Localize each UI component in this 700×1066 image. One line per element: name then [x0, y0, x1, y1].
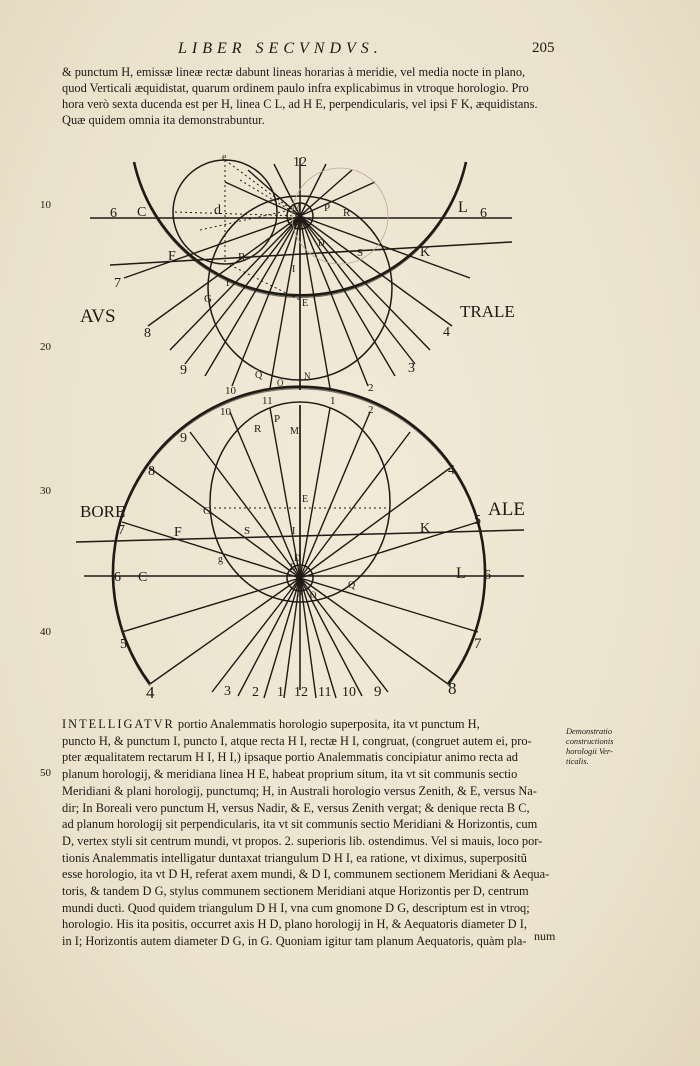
- upper-letter-E: E: [302, 298, 309, 309]
- body-line: D, vertex styli sit centrum mundi, vt propos. 2. superioris lib. ostendimus. Vel si mauis, loco por-: [62, 833, 543, 848]
- upper-letter-O: O: [277, 378, 284, 388]
- lower-hour-4-bottom: 4: [146, 683, 155, 702]
- lower-hour-2: 2: [368, 404, 374, 416]
- body-line: mundi ducti. Quod quidem triangulum D H I, vna cum gnomone D G, descriptum est in vtroq;: [62, 900, 530, 915]
- upper-hour-6-right: 6: [480, 206, 487, 221]
- lower-letter-D: D: [294, 553, 301, 563]
- upper-letter-H: H: [294, 220, 301, 230]
- upper-letter-R: R: [343, 207, 351, 219]
- lower-hour-10-bottom: 10: [342, 685, 356, 700]
- lower-labels: [80, 404, 525, 702]
- lower-letter-E: E: [302, 494, 309, 505]
- lower-letter-M: M: [290, 426, 299, 437]
- note-line: constructionis: [566, 737, 614, 746]
- upper-letter-F: F: [168, 249, 176, 264]
- upper-letter-P: P: [324, 202, 331, 214]
- label-ale: ALE: [488, 499, 525, 520]
- label-bore: BORE: [80, 502, 126, 521]
- body-line: pter æqualitatem rectarum H I, H I,) ipsaque portio Analemmatis concipiatur animo recta ad: [62, 750, 518, 765]
- catchword: num: [534, 929, 556, 943]
- intro-paragraph: [62, 64, 562, 128]
- lead-word: INTELLIGATVR: [62, 717, 175, 731]
- lower-letter-P: P: [274, 413, 281, 425]
- lower-hour-6-right: 6: [484, 568, 491, 583]
- lower-hour-4: 4: [448, 463, 455, 478]
- page-number: 205: [532, 40, 555, 56]
- intro-line: & punctum H, emissæ lineæ rectæ dabunt lineas horarias à meridie, vel media nocte in plano,: [62, 65, 526, 79]
- lower-hour-9: 9: [180, 431, 187, 446]
- lower-hour-9-bottom: 9: [374, 684, 382, 700]
- lower-letter-C: C: [138, 570, 148, 585]
- upper-letter-K: K: [420, 245, 431, 260]
- lower-hour-7-right: 7: [474, 636, 482, 652]
- upper-hour-2: 2: [368, 382, 374, 394]
- upper-hour-3: 3: [408, 361, 415, 376]
- lower-hour-10: 10: [220, 406, 231, 418]
- upper-letter-N: N: [304, 371, 311, 381]
- body-line: dir; In Boreali vero punctum H, versus Nadir, & E, versus Zenith vergat; & denique recta B C,: [62, 800, 530, 815]
- lower-hour-8-bottom: 8: [448, 679, 457, 698]
- lower-letter-O: O: [310, 590, 317, 600]
- body-line: ad planum horologij sit perpendicularis, ita vt sit communis sectio Meridiani & Horizontis, cum: [62, 817, 538, 832]
- body-line: horologio. His ita positis, occurret axis H D, plano horologij in H, & Aequatoris diameter D I,: [62, 917, 527, 932]
- body-line: puncto H, & punctum I, puncto I, atque recta H I, rectæ H I, congruat, (congruet autem ei, pro-: [62, 733, 532, 748]
- upper-letter-M: M: [292, 203, 301, 214]
- upper-hour-6-left: 6: [110, 206, 117, 221]
- sundial-diagram: [0, 150, 700, 710]
- intro-line: quod Verticali æquidistat, quarum ordinem paulo infra explicabimus in vtroque horologio. Pro: [62, 81, 529, 95]
- note-line: Demonstratio: [566, 727, 613, 736]
- upper-hour-11: 11: [262, 395, 273, 407]
- lower-letter-Q: Q: [348, 580, 356, 591]
- upper-hour-10: 10: [225, 385, 236, 397]
- upper-hour-9: 9: [180, 363, 187, 378]
- lower-hour-1-bottom: 1: [277, 685, 284, 700]
- body-line: in I; Horizontis autem diameter D G, in G. Quoniam igitur tam planum Aequatoris, quàm pla-: [62, 934, 527, 949]
- margin-line-number: 20: [40, 341, 51, 353]
- upper-hour-7: 7: [114, 276, 121, 291]
- lower-hour-11: 11: [318, 685, 332, 700]
- margin-line-number: 10: [40, 199, 51, 211]
- margin-line-number: 50: [40, 767, 51, 779]
- lower-letter-R: R: [254, 423, 262, 435]
- marginal-note: [566, 727, 642, 767]
- margin-line-number: 40: [40, 626, 51, 638]
- lower-hour-5-left: 5: [120, 637, 127, 652]
- upper-letter-R2: R: [238, 251, 246, 263]
- upper-sundial-australe: [90, 158, 512, 390]
- note-line: ticalis.: [566, 757, 589, 766]
- upper-hour-12: 12: [293, 155, 307, 170]
- note-line: horologii Ver-: [566, 747, 613, 756]
- upper-letter-C: C: [137, 205, 147, 220]
- body-line: toris, & tandem D G, stylus communem sectionem Meridiani atque Horizontis per D, centrum: [62, 884, 529, 899]
- lower-hour-8: 8: [148, 464, 155, 479]
- upper-letter-I: I: [292, 264, 296, 275]
- upper-letter-S: S: [357, 247, 364, 259]
- upper-letter-G: G: [204, 293, 212, 305]
- upper-letter-top: e: [222, 152, 227, 163]
- lower-letter-H: H: [295, 573, 302, 583]
- upper-hour-1: 1: [330, 395, 336, 407]
- intro-line: Quæ quidem omnia ita demonstrabuntur.: [62, 113, 265, 127]
- lower-letter-L: L: [456, 565, 466, 582]
- upper-hour-4: 4: [443, 325, 450, 340]
- lower-hour-2-bottom: 2: [252, 685, 259, 700]
- upper-letter-d: d: [214, 203, 221, 218]
- lower-letter-B: B: [290, 562, 297, 572]
- upper-hour-rays: [124, 164, 470, 390]
- body-line: [62, 716, 562, 733]
- lower-hour-12: 12: [294, 685, 308, 700]
- lower-hour-3: 3: [224, 684, 231, 699]
- body-line: planum horologij, & meridiana linea H E, habeat proprium situm, ita vt sit communis sectio: [62, 767, 518, 782]
- lower-sundial-boreale: [76, 387, 524, 698]
- upper-labels: [80, 152, 515, 407]
- lower-hour-5-right: 5: [474, 513, 481, 528]
- upper-letter-D: D: [318, 238, 325, 248]
- body-line: esse horologio, ita vt D H, referat axem mundi, & D I, communem sectionem Meridiani & Aequa-: [62, 867, 550, 882]
- first-line-rest: portio Analemmatis horologio superposita, ita vt punctum H,: [174, 717, 480, 731]
- main-paragraph: [62, 716, 562, 950]
- lower-letter-G: G: [203, 505, 211, 517]
- lower-letter-N: N: [297, 588, 304, 598]
- label-aus: AVS: [80, 306, 116, 327]
- margin-line-number: 30: [40, 485, 51, 497]
- lower-letter-S: S: [244, 525, 251, 537]
- upper-hour-8: 8: [144, 326, 151, 341]
- intro-line: hora verò sexta ducenda est per H, linea C L, ad H E, perpendicularis, vel ipsi F K, æquidistans.: [62, 97, 538, 111]
- running-title: LIBER SECVNDVS.: [178, 40, 383, 57]
- upper-letter-L: L: [458, 199, 468, 216]
- lower-letter-K: K: [420, 521, 431, 536]
- body-line: tionis Analemmatis intelligatur duntaxat triangulum D H I, ea ratione, vt diximus, superpositũ: [62, 850, 527, 865]
- upper-letter-Q: Q: [255, 370, 263, 381]
- lower-letter-F: F: [174, 525, 182, 540]
- lower-letter-g: g: [218, 554, 223, 565]
- lower-letter-I: I: [292, 526, 296, 537]
- upper-letter-f: f: [226, 277, 230, 289]
- lower-hour-6-left: 6: [114, 570, 121, 585]
- body-line: Meridiani & plani horologij, punctumq; H, in Australi horologio versus Zenith, & E, versus Na-: [62, 783, 537, 798]
- label-trale: TRALE: [460, 302, 515, 321]
- lower-hour-7-left: 7: [118, 523, 125, 538]
